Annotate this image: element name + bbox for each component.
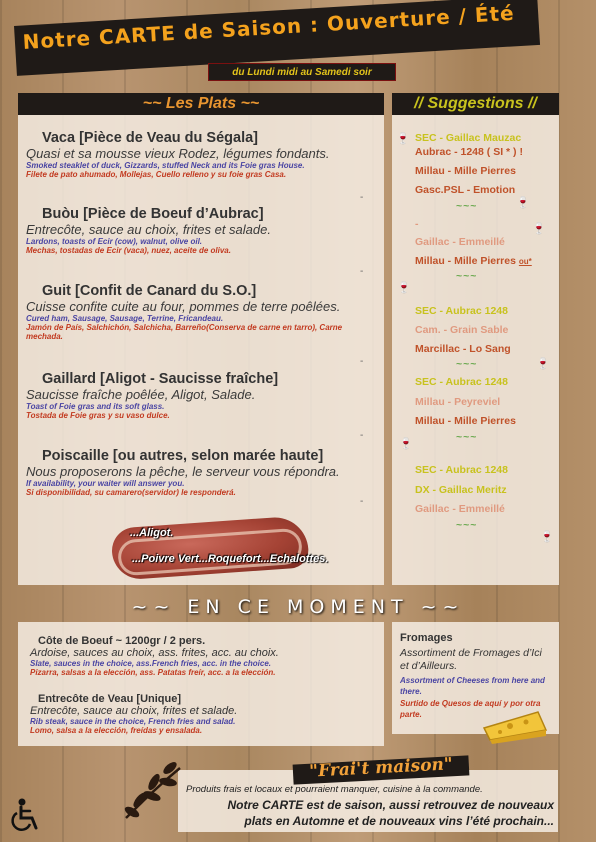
- divider: -: [360, 496, 364, 507]
- wine-glass-icon: 🍷: [540, 531, 554, 543]
- moment-item-name: Entrecôte de Veau [Unique]: [38, 693, 182, 705]
- divider: -: [360, 266, 364, 277]
- dish-desc-fr: Saucisse fraîche poêlée, Aligot, Salade.: [26, 387, 256, 402]
- footer-line-1: Produits frais et locaux et pourraient manquer, cuisine à la commande.: [186, 784, 483, 795]
- dish-buou: [26, 206, 376, 255]
- meat-label-sauces: ...Poivre Vert...Roquefort...Echalottes.: [132, 553, 329, 565]
- wine-line: Aubrac - 1248 ( SI * ) !: [415, 146, 523, 158]
- wine-glass-icon: 🍷: [516, 197, 530, 209]
- dish-gaillard: [26, 371, 376, 420]
- dish-desc-en: Smoked steaklet of duck, Gizzards, stuffed Neck and its Foie gras House.: [26, 161, 305, 170]
- separator: ~~~: [456, 431, 478, 443]
- fromages-fr: Assortiment de Fromages d’Ici et d’Ailleurs.: [400, 647, 542, 672]
- divider: -: [360, 192, 364, 203]
- fait-maison-badge: "Frai't maison": [308, 754, 454, 782]
- wine-glass-icon: 🍷: [536, 358, 550, 370]
- wine-line-suffix: ou*: [518, 257, 532, 266]
- wine-line: DX - Gaillac Meritz: [415, 484, 507, 496]
- wheelchair-icon: [6, 796, 44, 834]
- moment-item-name: Côte de Boeuf ~ 1200gr / 2 pers.: [38, 635, 206, 647]
- wine-line: SEC - Gaillac Mauzac: [415, 132, 522, 144]
- dish-name: Vaca [Pièce de Veau du Ségala]: [42, 130, 258, 146]
- olive-branch-icon: [118, 756, 188, 826]
- fromages-title: Fromages: [400, 632, 453, 644]
- dish-desc-en: Toast of Foie gras and its soft glass.: [26, 402, 165, 411]
- wine-line: SEC - Aubrac 1248: [415, 376, 508, 388]
- wine-line: Cam. - Grain Sable: [415, 324, 509, 336]
- meat-label-aligot: ...Aligot.: [130, 527, 174, 539]
- separator: -: [415, 218, 419, 230]
- dish-desc-es: Mechas, tostadas de Ecir (vaca), nuez, aceite de oliva.: [26, 246, 231, 255]
- divider: -: [360, 356, 364, 367]
- dish-vaca: [26, 130, 376, 179]
- wine-glass-icon: 🍷: [397, 282, 411, 294]
- divider: -: [360, 430, 364, 441]
- dish-desc-fr: Cuisse confite cuite au four, pommes de terre poêlées.: [26, 299, 341, 314]
- dish-guit: [26, 283, 376, 341]
- dish-desc-en: If availability, your waiter will answer you.: [26, 479, 185, 488]
- moment-item-en: Rib steak, sauce in the choice, French fries and salad.: [30, 717, 236, 726]
- dish-desc-es: Si disponibilidad, su camarero(servidor) le responderá.: [26, 488, 236, 497]
- wine-line: Millau - Peyreviel: [415, 396, 501, 408]
- opening-hours: du Lundi midi au Samedi soir: [208, 63, 396, 81]
- dish-poiscaille: [26, 448, 376, 497]
- dish-desc-es: Tostada de Foie gras y su vaso dulce.: [26, 411, 170, 420]
- dish-desc-en: Lardons, toasts of Ecir (cow), walnut, olive oil.: [26, 237, 203, 246]
- dish-desc-es: Jamón de País, Salchichón, Salchicha, Barreño(Conserva de carne en tarro), Carne mechada.: [26, 323, 343, 341]
- wine-glass-icon: 🍷: [532, 223, 546, 235]
- moment-item-es: Pizarra, salsas a la elección, ass. Patatas freír, acc. a la elección.: [30, 668, 276, 677]
- wine-line: Gaillac - Emmeillé: [415, 503, 505, 515]
- plats-heading: ~~ Les Plats ~~: [142, 95, 260, 112]
- separator: ~~~: [456, 519, 478, 531]
- footer-line-2b: plats en Automne et de nouveaux vins l’été prochain...: [244, 814, 554, 828]
- wine-glass-icon: 🍷: [396, 133, 410, 145]
- dish-name: Gaillard [Aligot - Saucisse fraîche]: [42, 371, 279, 387]
- separator: ~~~: [456, 358, 478, 370]
- wine-line: [415, 255, 532, 267]
- dish-name: Buòu [Pièce de Boeuf d’Aubrac]: [42, 206, 264, 222]
- dish-desc-es: Filete de pato ahumado, Mollejas, Cuello relleno y su foie gras Casa.: [26, 170, 287, 179]
- moment-item-es: Lomo, salsa a la elección, freídas y ensalada.: [30, 726, 203, 735]
- fromages-en: Assortment of Cheeses from here and there.: [400, 676, 545, 696]
- wine-line: Millau - Mille Pierres: [415, 165, 516, 177]
- plats-panel: [18, 115, 384, 585]
- wine-line: Gasc.PSL - Emotion: [415, 184, 516, 196]
- page-title: Notre CARTE de Saison : Ouverture / Été: [22, 0, 516, 54]
- moment-item-fr: Entrecôte, sauce au choix, frites et salade.: [30, 705, 238, 717]
- dish-name: Guit [Confit de Canard du S.O.]: [42, 283, 257, 299]
- fromages-es: Surtido de Quesos de aquí y por otra parte.: [400, 699, 541, 719]
- moment-item-entrecote-veau: [30, 693, 380, 735]
- wine-line: Marcillac - Lo Sang: [415, 343, 511, 355]
- moment-item-fr: Ardoise, sauces au choix, ass. frites, acc. au choix.: [30, 647, 279, 659]
- moment-item-cote-boeuf: [30, 635, 380, 677]
- cheese-icon: [480, 708, 550, 744]
- dish-desc-fr: Quasi et sa mousse vieux Rodez, légumes fondants.: [26, 146, 330, 161]
- moment-item-en: Slate, sauces in the choice, ass.French fries, acc. in the choice.: [30, 659, 271, 668]
- footer-line-2: [196, 797, 554, 829]
- separator: ~~~: [456, 270, 478, 282]
- moment-heading-band: [0, 592, 596, 622]
- suggestions-heading-band: [392, 93, 559, 115]
- wine-line: Gaillac - Emmeillé: [415, 236, 505, 248]
- wine-line: Millau - Mille Pierres: [415, 415, 516, 427]
- suggestions-heading: // Suggestions //: [414, 95, 537, 112]
- dish-name: Poiscaille [ou autres, selon marée haute]: [42, 448, 324, 464]
- separator: ~~~: [456, 200, 478, 212]
- wine-line: SEC - Aubrac 1248: [415, 305, 508, 317]
- dish-desc-en: Cured ham, Sausage, Sausage, Terrine, Fricandeau.: [26, 314, 224, 323]
- wine-line-text: Millau - Mille Pierres: [415, 255, 516, 267]
- dish-desc-fr: Nous proposerons la pêche, le serveur vous répondra.: [26, 464, 340, 479]
- dish-desc-fr: Entrecôte, sauce au choix, frites et salade.: [26, 222, 271, 237]
- wine-line: SEC - Aubrac 1248: [415, 464, 508, 476]
- plats-heading-band: [18, 93, 384, 115]
- moment-heading: ~~ EN CE MOMENT ~~: [131, 596, 465, 618]
- wine-glass-icon: 🍷: [399, 438, 413, 450]
- footer-line-2a: Notre CARTE est de saison, aussi retrouvez de nouveaux: [227, 798, 554, 812]
